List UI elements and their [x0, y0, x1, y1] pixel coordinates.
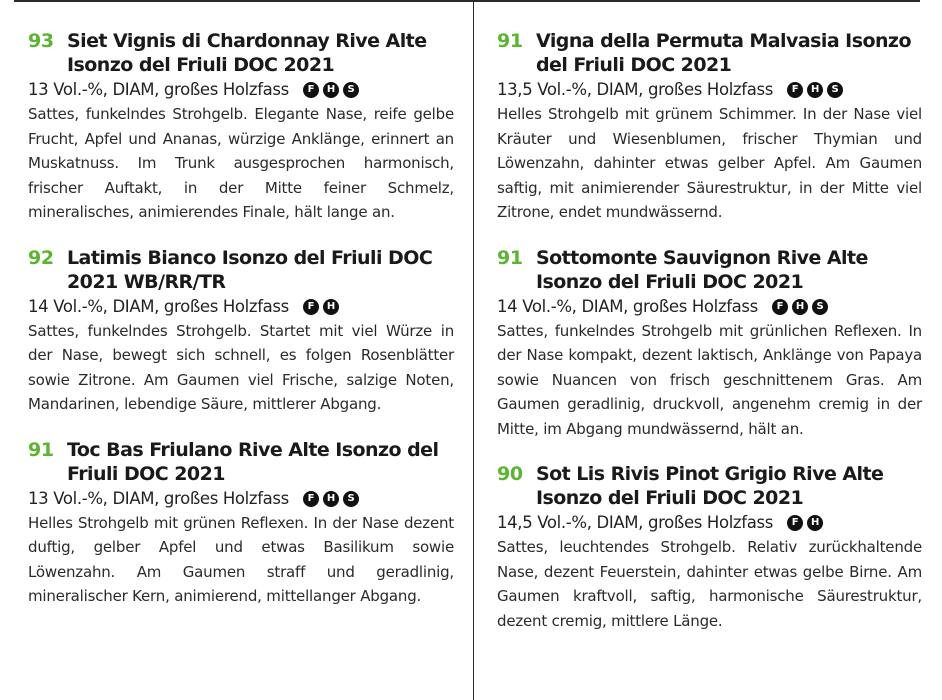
- meta-text: 13 Vol.-%, DIAM, großes Holzfass: [28, 80, 289, 99]
- score: 93: [28, 30, 54, 52]
- right-column: [497, 29, 922, 654]
- score: 91: [28, 438, 54, 461]
- score: 91: [497, 30, 523, 52]
- wine-title: Sot Lis Rivis Pinot Grigio Rive Alte Isonzo del Friuli DOC 2021: [536, 463, 884, 509]
- h-badge-icon: H: [323, 491, 339, 507]
- h-badge-icon: H: [807, 515, 823, 531]
- wine-title: Siet Vignis di Chardonnay Rive Alte Isonzo del Friuli DOC 2021: [67, 30, 427, 76]
- f-badge-icon: F: [303, 299, 319, 315]
- h-badge-icon: H: [807, 82, 823, 98]
- badge-group: [787, 515, 823, 531]
- tasting-note: Sattes, funkelndes Strohgelb. Startet mit viel Würze in der Nase, bewegt sich schnell, es folgen Rosenblätter sowie Zitrone. Am Gaumen viel Frische, salzige Noten, Mandarinen, lebendige Säure, mittlerer Abgang.: [28, 321, 454, 413]
- wine-meta: [497, 295, 922, 319]
- tasting-note: Sattes, funkelndes Strohgelb mit grünlichen Reflexen. In der Nase kompakt, dezent laktisch, Anklänge von Papaya sowie Nuancen von frisch geschnittenem Gras. Am Gaumen geradlinig, druckvoll, angenehm cremig in der Mitte, im Abgang mundwässernd, hält an.: [497, 321, 922, 438]
- meta-text: 13,5 Vol.-%, DIAM, großes Holzfass: [497, 80, 773, 99]
- wine-entry: [28, 438, 454, 609]
- wine-meta: [28, 295, 454, 319]
- h-badge-icon: H: [323, 82, 339, 98]
- column-divider: [473, 0, 474, 700]
- wine-entry: [28, 246, 454, 417]
- h-badge-icon: H: [792, 299, 808, 315]
- s-badge-icon: S: [343, 82, 359, 98]
- score: 90: [497, 463, 523, 485]
- tasting-note: Sattes, funkelndes Strohgelb. Elegante Nase, reife gelbe Frucht, Apfel und Ananas, würzige Anklänge, erinnert an Muskatnuss. Im Trunk ausgesprochen harmonisch, frischer Auftakt, in der Mitte feiner Schmelz, mineralisches, animierendes Finale, hält lange an.: [28, 105, 454, 221]
- badge-group: [772, 299, 828, 315]
- tasting-note: Helles Strohgelb mit grünem Schimmer. In der Nase viel Kräuter und Wiesenblumen, frischer Thymian und Löwenzahn, dahinter etwas gelber Apfel. Am Gaumen saftig, mit animierender Säurestruktur, in der Mitte viel Zitrone, endet mundwässernd.: [497, 105, 922, 221]
- wine-meta: [28, 487, 454, 511]
- f-badge-icon: F: [772, 299, 788, 315]
- entry-heading: [497, 29, 922, 77]
- wine-title: Toc Bas Friulano Rive Alte Isonzo del Friuli DOC 2021: [67, 438, 439, 485]
- entry-heading: [497, 246, 922, 294]
- meta-text: 14,5 Vol.-%, DIAM, großes Holzfass: [497, 513, 773, 532]
- wine-title: Sottomonte Sauvignon Rive Alte Isonzo del Friuli DOC 2021: [536, 246, 868, 293]
- meta-text: 13 Vol.-%, DIAM, großes Holzfass: [28, 488, 289, 508]
- f-badge-icon: F: [787, 515, 803, 531]
- entry-heading: [28, 246, 454, 294]
- f-badge-icon: F: [303, 491, 319, 507]
- f-badge-icon: F: [303, 82, 319, 98]
- wine-meta: [497, 78, 922, 102]
- left-column: [28, 29, 454, 630]
- wine-entry: [497, 246, 922, 442]
- entry-heading: [28, 29, 454, 77]
- tasting-note: Sattes, leuchtendes Strohgelb. Relativ zurückhaltende Nase, dezent Feuerstein, dahinter etwas gelbe Birne. Am Gaumen kraftvoll, saftig, harmonische Säurestruktur, dezent cremig, mittlere Länge.: [497, 538, 922, 630]
- f-badge-icon: F: [787, 82, 803, 98]
- wine-entry: [497, 462, 922, 633]
- badge-group: [303, 82, 359, 98]
- badge-group: [787, 82, 843, 98]
- meta-text: 14 Vol.-%, DIAM, großes Holzfass: [497, 296, 758, 316]
- h-badge-icon: H: [323, 299, 339, 315]
- score: 91: [497, 246, 523, 269]
- top-rule-left: [14, 0, 473, 2]
- s-badge-icon: S: [812, 299, 828, 315]
- tasting-note: Helles Strohgelb mit grünen Reflexen. In der Nase dezent duftig, gelber Apfel und etwas Basilikum sowie Löwenzahn. Am Gaumen straff und geradlinig, mineralischer Kern, animierend, mittellanger Abgang.: [28, 513, 454, 605]
- score: 92: [28, 246, 54, 269]
- wine-title: Vigna della Permuta Malvasia Isonzo del Friuli DOC 2021: [536, 30, 911, 76]
- meta-text: 14 Vol.-%, DIAM, großes Holzfass: [28, 296, 289, 316]
- badge-group: [303, 491, 359, 507]
- wine-meta: [497, 511, 922, 535]
- s-badge-icon: S: [827, 82, 843, 98]
- entry-heading: [497, 462, 922, 510]
- wine-entry: [28, 29, 454, 225]
- entry-heading: [28, 438, 454, 486]
- wine-title: Latimis Bianco Isonzo del Friuli DOC 2021 WB/RR/TR: [67, 246, 433, 293]
- s-badge-icon: S: [343, 491, 359, 507]
- top-rule-right: [474, 0, 920, 2]
- wine-entry: [497, 29, 922, 225]
- badge-group: [303, 299, 339, 315]
- wine-meta: [28, 78, 454, 102]
